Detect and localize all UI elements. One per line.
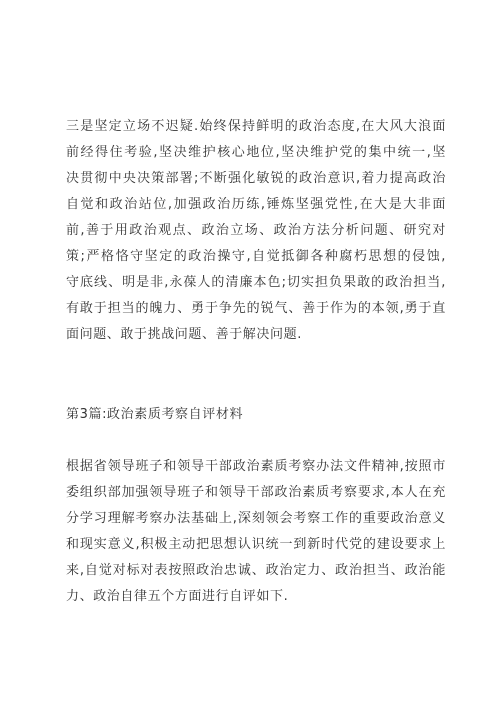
paragraph-line: 有敢于担当的魄力、勇于争先的锐气、善于作为的本领,勇于直 xyxy=(66,301,446,316)
paragraph-line: 策;严格恪守坚定的政治操守,自觉抵御各种腐朽思想的侵蚀, xyxy=(66,249,446,264)
paragraph-line: 和现实意义,积极主动把思想认识统一到新时代党的建设要求上 xyxy=(66,537,446,552)
paragraph-line: 决贯彻中央决策部署;不断强化敏锐的政治意识,着力提高政治 xyxy=(66,171,446,186)
paragraph-line: 前,善于用政治观点、政治立场、政治方法分析问题、研究对 xyxy=(66,223,446,238)
paragraph-line: 分学习理解考察办法基础上,深刻领会考察工作的重要政治意义 xyxy=(66,511,446,526)
paragraph-line: 前经得住考验,坚决维护核心地位,坚决维护党的集中统一,坚 xyxy=(66,145,446,160)
paragraph-line: 根据省领导班子和领导干部政治素质考察办法文件精神,按照市 xyxy=(66,459,446,474)
paragraph-line: 委组织部加强领导班子和领导干部政治素质考察要求,本人在充 xyxy=(66,485,446,500)
paragraph-line: 力、政治自律五个方面进行自评如下. xyxy=(66,589,289,604)
paragraph-line: 三是坚定立场不迟疑.始终保持鲜明的政治态度,在大风大浪面 xyxy=(66,119,446,134)
paragraph-line: 自觉和政治站位,加强政治历练,锤炼坚强党性,在大是大非面 xyxy=(66,197,446,212)
section-heading: 第3篇:政治素质考察自评材料 xyxy=(66,407,244,422)
paragraph-line: 面问题、敢于挑战问题、善于解决问题. xyxy=(66,327,302,342)
paragraph-line: 守底线、明是非,永葆人的清廉本色;切实担负果敢的政治担当, xyxy=(66,275,446,290)
paragraph-line: 来,自觉对标对表按照政治忠诚、政治定力、政治担当、政治能 xyxy=(66,563,446,578)
